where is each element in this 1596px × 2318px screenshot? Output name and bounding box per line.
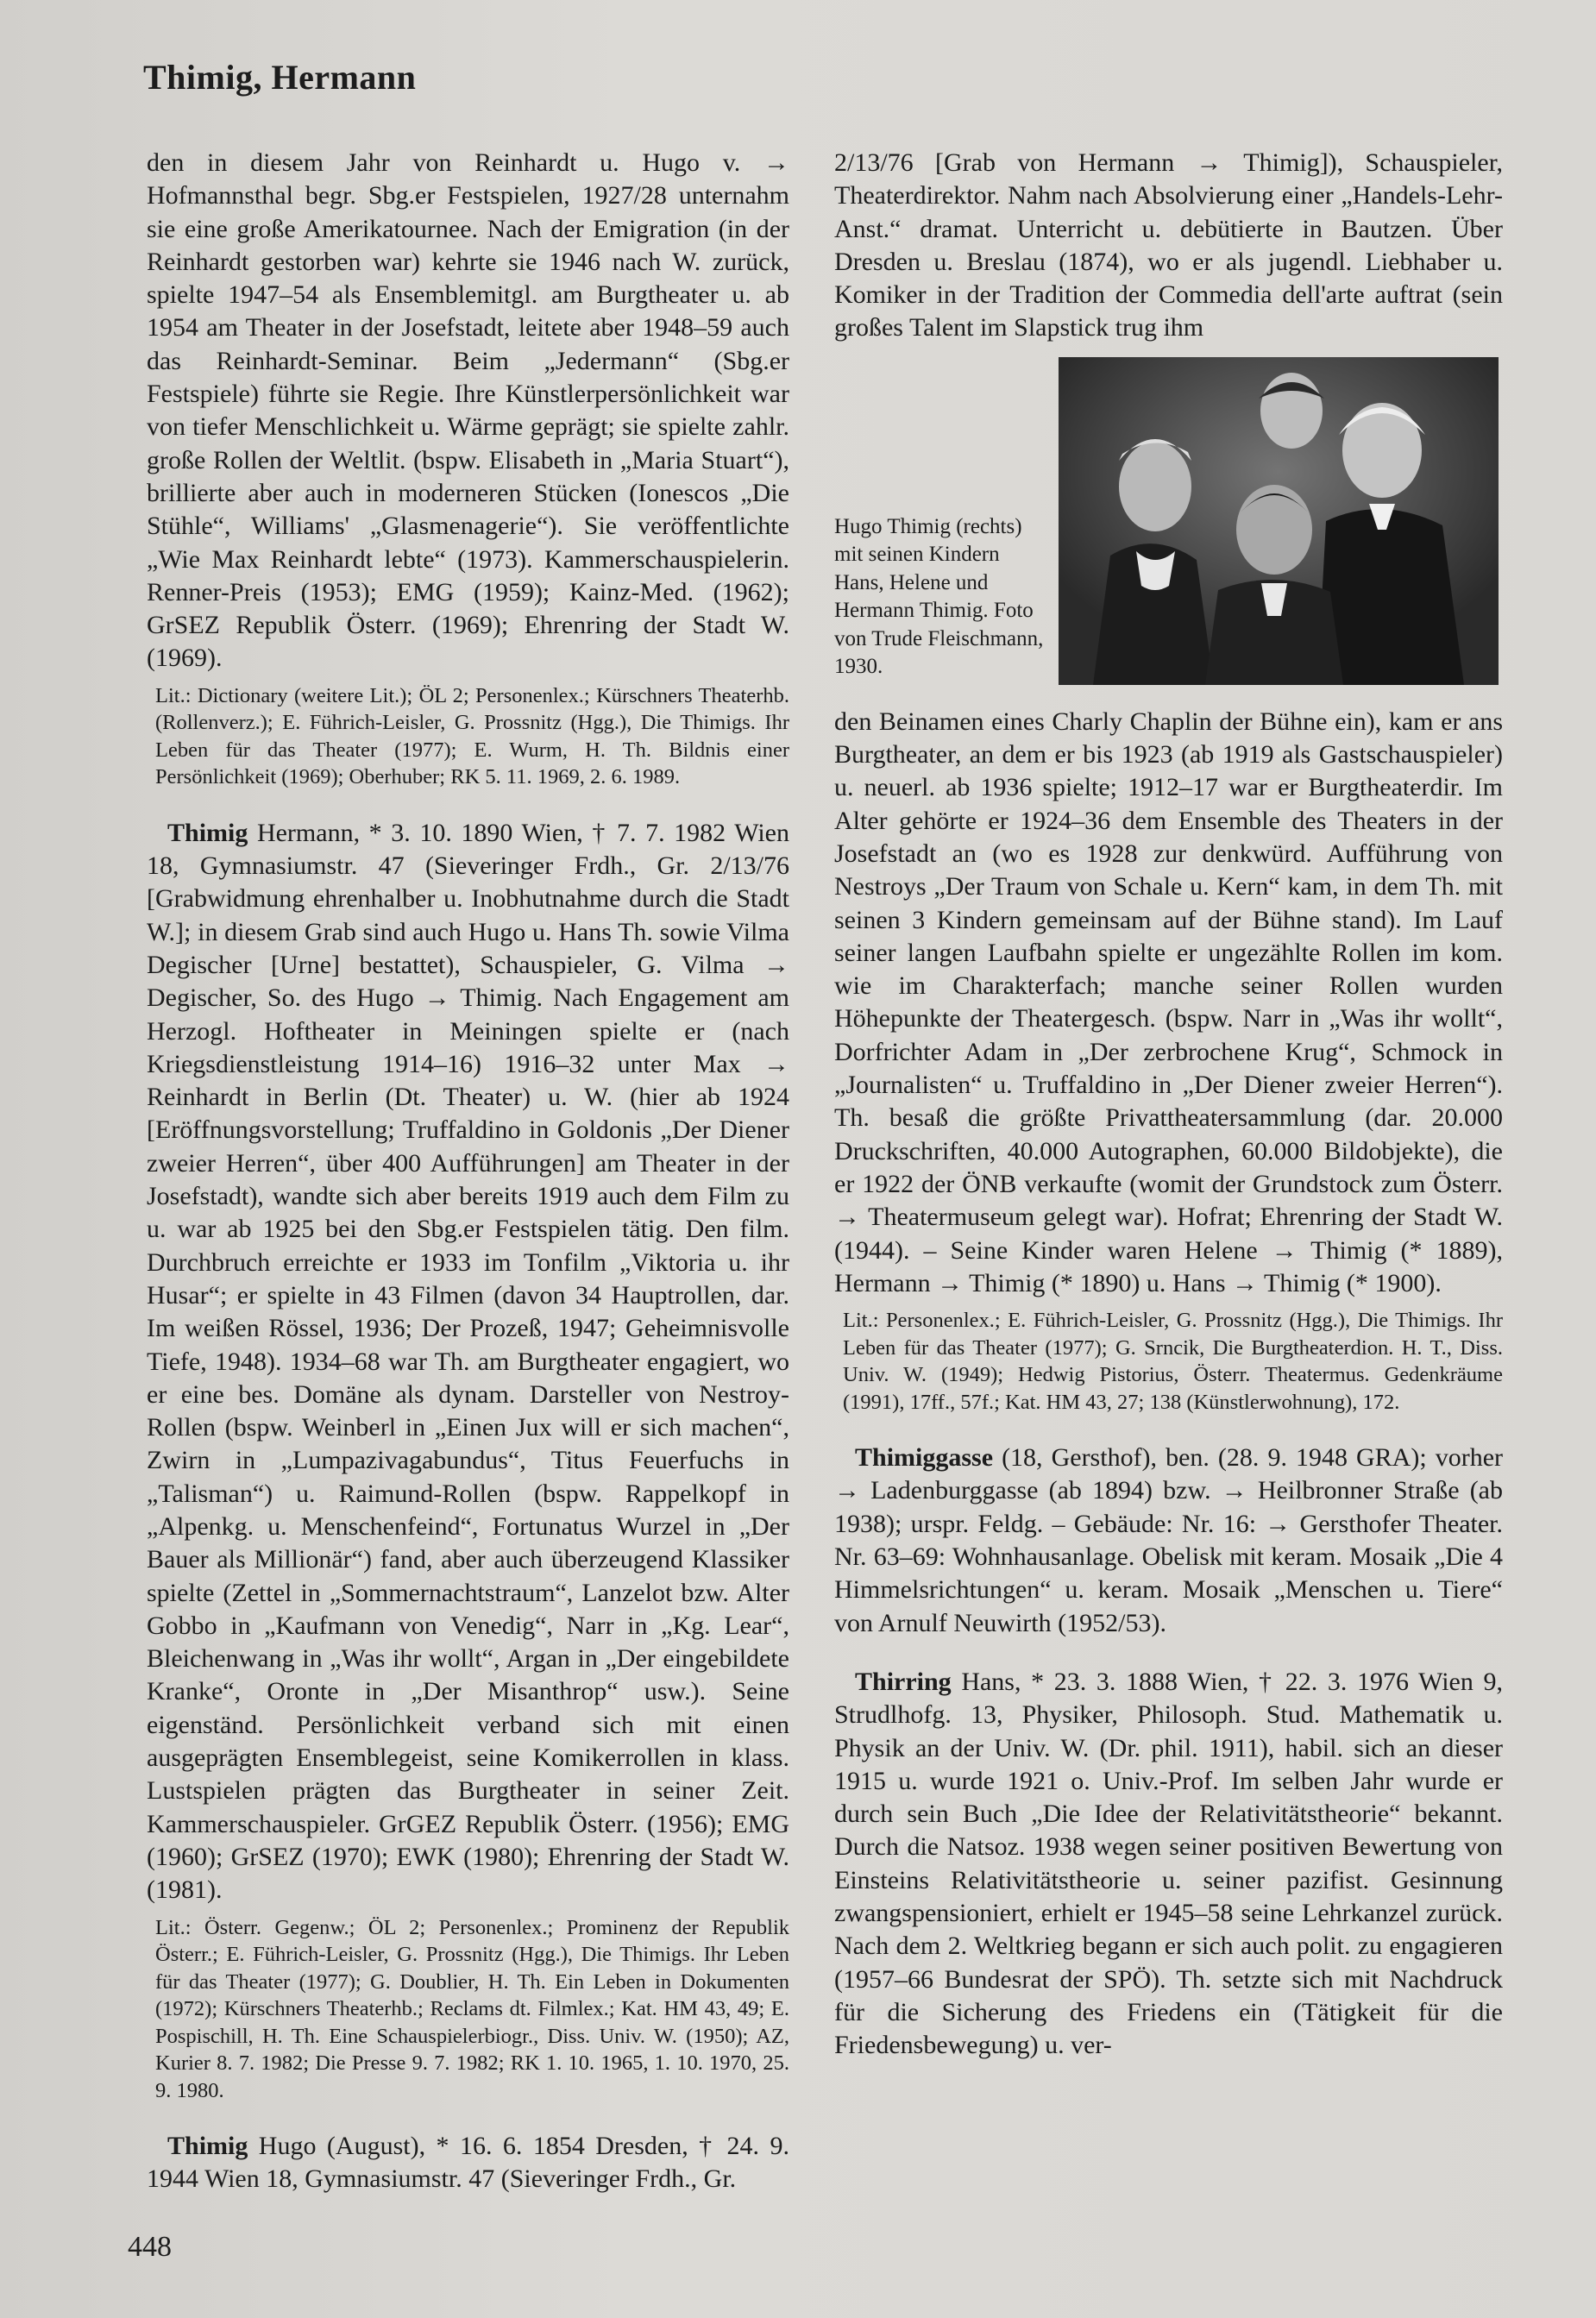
entry-hugo-thimig-continued (834, 147, 1503, 1416)
entry-hermann-thimig (147, 817, 789, 2104)
entry-text (147, 817, 789, 1907)
entry-text: den in diesem Jahr von Reinhardt u. Hugo v. → Hofmannsthal begr. Sbg.er Festspielen, 1927/28 unternahm sie eine große Amerikatournee. Nach der Emigration (in der Reinhardt gestorben war) kehrte sie 1946 nach W. zurück, spielte 1947–54 als Ensemblemitgl. am Burgtheater u. ab 1954 am Theater in der Josefstadt, leitete aber 1948–59 auch das Reinhardt-Seminar. Beim „Jedermann“ (Sbg.er Festspiele) führte sie Regie. Ihre Künstlerpersönlichkeit war von tiefer Menschlichkeit u. Wärme geprägt; sie spielte zahlr. große Rollen der Weltlit. (bspw. Elisabeth in „Maria Stuart“), brillierte aber auch in moderneren Stücken (Ionescos „Die Stühle“, Williams' „Glasmenagerie“). Sie veröffentlichte „Wie Max Reinhardt lebte“ (1973). Kammerschauspielerin. Renner-Preis (1953); EMG (1959); Kainz-Med. (1962); GrSEZ Republik Österr. (1969); Ehrenring der Stadt W. (1969). (147, 148, 789, 673)
literature-references: Lit.: Österr. Gegenw.; ÖL 2; Personenlex.; Prominenz der Republik Österr.; E. Führich-Leisler, G. Prossnitz (Hgg.), Die Thimigs. Ihr Leben für das Theater (1977); G. Doublier, H. Th. Ein Leben in Dokumenten (1972); Kürschners Theaterhb.; Reclams dt. Filmlex.; Kat. HM 43, 49; E. Pospischill, H. Th. Eine Schauspielerbiogr., Diss. Univ. W. (1950); AZ, Kurier 8. 7. 1982; Die Presse 9. 7. 1982; RK 1. 10. 1965, 1. 10. 1970, 25. 9. 1980. (155, 1915, 789, 2102)
left-column (147, 147, 789, 2207)
literature-references: Lit.: Dictionary (weitere Lit.); ÖL 2; Personenlex.; Kürschners Theaterhb. (Rollenverz.); E. Führich-Leisler, G. Prossnitz (Hgg.), Die Thimigs. Ihr Leben für das Theater (1977); E. Wurm, H. Th. Bildnis einer Persönlichkeit (1969); Oberhuber; RK 5. 11. 1969, 2. 6. 1989. (155, 683, 789, 789)
entry-text-continued: den Beinamen eines Charly Chaplin der Bühne ein), kam er ans Burgtheater, an dem er bis 1923 (ab 1919 als Gastschauspieler) u. neuerl. ab 1936 spielte; 1912–17 war er Burgtheaterdir. Im Alter gehörte er 1924–36 dem Ensemble des Theaters in der Josefstadt an (wo es 1928 zur denkwürd. Aufführung von Nestroys „Der Traum von Schale u. Kern“ kam, in dem Th. mit seinen 3 Kindern gemeinsam auf der Bühne stand). Im Lauf seiner langen Laufbahn spielte er ungezählte Rollen im kom. wie im Charakterfach; manche seiner Rollen wurden Höhepunkte der Theatergesch. (bspw. Narr in „Was ihr wollt“, Dorfrichter Adam in „Der zerbrochene Krug“, Schmock in „Journalisten“ u. Truffaldino in „Der Diener zweier Herren“). Th. besaß die größte Privattheatersammlung (dar. 20.000 Druckschriften, 40.000 Autographen, 60.000 Bildobjekte), die er 1922 der ÖNB verkaufte (womit der Grundstock zum Österr. → Theatermuseum gelegt war). Hofrat; Ehrenring der Stadt W. (1944). – Seine Kinder waren Helene → Thimig (* 1889), Hermann → Thimig (* 1890) u. Hans → Thimig (* 1900). (834, 707, 1503, 1297)
entry-hugo-thimig (147, 2130, 789, 2196)
figure-caption: Hugo Thimig (rechts) mit seinen Kindern Hans, Helene und Hermann Thimig. Foto von Trude Fleischmann, 1930. (834, 514, 1044, 679)
headword: Thimiggasse (855, 1443, 994, 1473)
photo-illustration (1059, 357, 1499, 685)
entry-text (147, 2130, 789, 2196)
headword: Thimig (167, 818, 248, 847)
right-column (834, 147, 1503, 2072)
page-number: 448 (128, 2231, 172, 2263)
headword: Thirring (855, 1667, 952, 1696)
entry-helene-thimig-continued (147, 147, 789, 791)
figure (834, 357, 1503, 685)
literature-references: Lit.: Personenlex.; E. Führich-Leisler, G. Prossnitz (Hgg.), Die Thimigs. Ihr Leben für das Theater (1977); G. Srncik, Die Burgtheaterdion. H. T., Diss. Univ. W. (1949); Hedwig Pistorius, Österr. Theatermus. Gedenkräume (1991), 17ff., 57f.; Kat. HM 43, 27; 138 (Künstlerwohnung), 172. (843, 1309, 1503, 1414)
entry-text (834, 1666, 1503, 2063)
entry-body: Hugo (August), * 16. 6. 1854 Dresden, † 24. 9. 1944 Wien 18, Gymnasiumstr. 47 (Sieveringer Frdh., Gr. (147, 2132, 789, 2194)
entry-body: (18, Gersthof), ben. (28. 9. 1948 GRA); vorher → Ladenburggasse (ab 1894) bzw. → Heilbronner Straße (ab 1938); urspr. Feldg. – Gebäude: Nr. 16: → Gersthofer Theater. Nr. 63–69: Wohnhausanlage. Obelisk mit keram. Mosaik „Die 4 Himmelsrichtungen“ u. keram. Mosaik „Menschen u. Tiere“ von Arnulf Neuwirth (1952/53). (834, 1443, 1503, 1637)
entry-text: 2/13/76 [Grab von Hermann → Thimig]), Schauspieler, Theaterdirektor. Nahm nach Absolvierung einer „Handels-Lehr-Anst.“ dramat. Unterricht u. debütierte in Bautzen. Über Dresden u. Breslau (1874), wo er als jugendl. Liebhaber u. Komiker in der Tradition der Commedia dell'arte auftrat (sein großes Talent im Slapstick trug ihm (834, 148, 1503, 342)
entry-body: Hermann, * 3. 10. 1890 Wien, † 7. 7. 1982 Wien 18, Gymnasiumstr. 47 (Sieveringer Frdh., Gr. 2/13/76 [Grabwidmung ehrenhalber u. Inobhutnahme durch die Stadt W.]; in diesem Grab sind auch Hugo u. Hans Th. sowie Vilma Degischer [Urne] bestattet), Schauspieler, G. Vilma → Degischer, So. des Hugo → Thimig. Nach Engagement am Herzogl. Hoftheater in Meiningen spielte er (nach Kriegsdienstleistung 1914–16) 1916–32 unter Max → Reinhardt in Berlin (Dt. Theater) u. W. (hier ab 1924 [Eröffnungsvorstellung; Truffaldino in Goldonis „Der Diener zweier Herren“, über 400 Aufführungen] am Theater in der Josefstadt), wandte sich aber bereits 1919 auch dem Film zu u. war ab 1925 bei den Sbg.er Festspielen tätig. Den film. Durchbruch erreichte er 1933 im Tonfilm „Viktoria u. ihr Husar“; er spielte in 43 Filmen (davon 34 Hauptrollen, dar. Im weißen Rössel, 1936; Der Prozeß, 1947; Geheimnisvolle Tiefe, 1948). 1934–68 war Th. am Burgtheater engagiert, wo er eine bes. Domäne als dynam. Darsteller von Nestroy-Rollen (bspw. Weinberl in „Einen Jux will er sich machen“, Zwirn in „Lumpazivagabundus“, Titus Feuerfuchs in „Talisman“) u. Raimund-Rollen (bspw. Rappelkopf in „Alpenkg. u. Menschenfeind“, Fortunatus Wurzel in „Der Bauer als Millionär“) fand, aber auch überzeugend Klassiker spielte (Zettel in „Sommernachtstraum“, Lanzelot bzw. Alter Gobbo in „Kaufmann von Venedig“, Narr in „Kg. Lear“, Bleichenwang in „Was ihr wollt“, Argan in „Der eingebildete Kranke“, Oronte in „Der Misanthrop“ usw.). Seine eigenständ. Persönlichkeit verband sich mit einen ausgeprägten Ensemblegeist, seine Komikerrollen in klass. Lustspielen prägten das Burgtheater in seiner Zeit. Kammerschauspieler. GrGEZ Republik Österr. (1956); EMG (1960); GrSEZ (1970); EWK (1980); Ehrenring der Stadt W. (1981). (147, 818, 789, 1905)
headword: Thimig (167, 2132, 248, 2161)
entry-text (834, 1442, 1503, 1640)
entry-body: Hans, * 23. 3. 1888 Wien, † 22. 3. 1976 Wien 9, Strudlhofg. 13, Physiker, Philosoph. Stud. Mathematik u. Physik an der Univ. W. (Dr. phil. 1911), habil. sich an dieser 1915 u. wurde 1921 o. Univ.-Prof. Im selben Jahr wurde er durch sein Buch „Die Idee der Relativitätstheorie“ bekannt. Durch die Natsoz. 1938 wegen seiner positiven Bewertung von Einsteins Relativitätstheorie u. seiner pazifist. Gesinnung zwangspensioniert, erhielt er 1945–58 seine Lehrkanzel zurück. Nach dem 2. Weltkrieg begann er sich auch polit. zu engagieren (1957–66 Bundesrat der SPÖ). Th. setzte sich mit Nachdruck für die Sicherung des Friedens ein (Tätigkeit für die Friedensbewegung) u. ver- (834, 1667, 1503, 2060)
family-photo (1059, 357, 1499, 685)
entry-thimiggasse (834, 1442, 1503, 1640)
running-head: Thimig, Hermann (143, 58, 417, 97)
entry-hans-thirring (834, 1666, 1503, 2063)
